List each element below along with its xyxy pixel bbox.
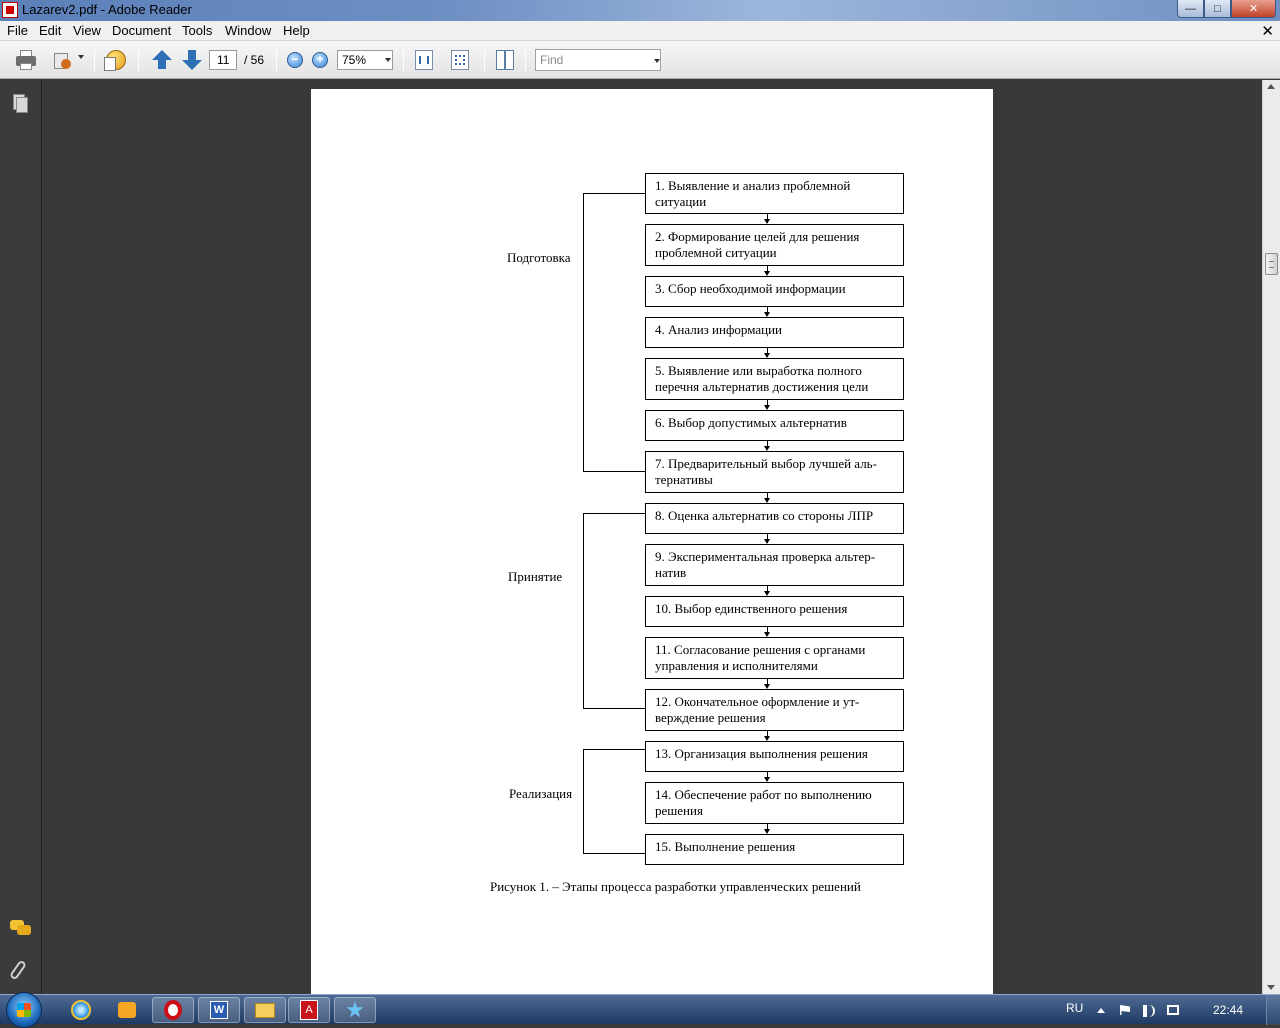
scroll-up-icon[interactable] <box>1267 84 1275 89</box>
process-step: 11. Согласование решения с органами управления и исполнителями <box>645 637 904 679</box>
zoom-out-icon[interactable]: − <box>287 52 303 68</box>
process-step: 7. Предварительный выбор лучшей аль-тернативы <box>645 451 904 493</box>
taskbar-app[interactable] <box>334 997 376 1023</box>
process-step: 12. Окончательное оформление и ут-верждение решения <box>645 689 904 731</box>
comments-icon[interactable] <box>10 918 30 940</box>
word-icon: W <box>210 1001 228 1019</box>
toolbar-separator <box>525 49 526 71</box>
opera-icon <box>164 1000 182 1020</box>
adobe-reader-icon <box>2 2 18 18</box>
taskbar-adobe-reader[interactable] <box>288 997 330 1023</box>
process-step: 4. Анализ информации <box>645 317 904 348</box>
close-document-button[interactable]: ✕ <box>1261 23 1274 40</box>
phase-label: Принятие <box>508 569 563 584</box>
action-center-flag-icon[interactable] <box>1120 1005 1130 1015</box>
process-step: 3. Сбор необходимой информации <box>645 276 904 307</box>
toolbar-separator <box>138 49 139 71</box>
menu-document[interactable]: Document <box>112 23 172 38</box>
toolbar-separator <box>484 49 485 71</box>
taskbar-explorer[interactable] <box>244 997 286 1023</box>
page-total: / 56 <box>244 53 265 67</box>
toolbar-separator <box>403 49 404 71</box>
process-step: 9. Экспериментальная проверка альтер-натив <box>645 544 904 586</box>
start-button[interactable] <box>6 992 42 1028</box>
folder-icon <box>255 1003 275 1018</box>
process-step: 2. Формирование целей для решения проблемной ситуации <box>645 224 904 266</box>
taskbar-opera[interactable] <box>152 997 194 1023</box>
page-number-input[interactable]: 11 <box>209 50 237 70</box>
process-step: 15. Выполнение решения <box>645 834 904 865</box>
phase-label: Реализация <box>509 786 573 801</box>
internet-explorer-icon <box>71 1000 91 1020</box>
taskbar-media-player[interactable] <box>106 997 148 1023</box>
process-step: 10. Выбор единственного решения <box>645 596 904 627</box>
toolbar-separator <box>276 49 277 71</box>
clock[interactable]: 22:44 <box>1213 1003 1244 1017</box>
attachments-icon[interactable] <box>10 960 30 982</box>
phase-bracket-adoption <box>583 513 645 709</box>
document-area[interactable] <box>42 80 1262 994</box>
phase-bracket-implementation <box>583 749 645 854</box>
collaborate-icon[interactable] <box>52 49 74 71</box>
zoom-in-icon[interactable]: + <box>312 52 328 68</box>
windows-logo-icon <box>17 1003 31 1017</box>
pages-panel-icon[interactable] <box>10 94 30 116</box>
zoom-select[interactable] <box>337 50 393 70</box>
scroll-down-icon[interactable] <box>1267 985 1275 990</box>
show-desktop-button[interactable] <box>1266 995 1280 1025</box>
chevron-down-icon <box>385 58 391 62</box>
close-button[interactable]: ✕ <box>1231 0 1276 18</box>
network-icon[interactable] <box>1167 1005 1179 1015</box>
menu-bar <box>0 21 1280 41</box>
minimize-button[interactable]: — <box>1177 0 1204 18</box>
menu-window[interactable]: Window <box>225 23 272 38</box>
menu-help[interactable]: Help <box>283 23 310 38</box>
figure-caption: Рисунок 1. – Этапы процесса разработки управленческих решений <box>490 879 861 894</box>
process-step: 8. Оценка альтернатив со стороны ЛПР <box>645 503 904 534</box>
toolbar-separator <box>94 49 95 71</box>
collaborate-dropdown-icon[interactable] <box>78 55 84 59</box>
window-title: Lazarev2.pdf - Adobe Reader <box>22 2 192 17</box>
taskbar-ie[interactable] <box>60 997 102 1023</box>
process-step: 13. Организация выполнения решения <box>645 741 904 772</box>
taskbar <box>0 994 1280 1024</box>
process-step: 14. Обеспечение работ по выполнению решения <box>645 782 904 824</box>
share-globe-icon[interactable] <box>104 49 128 71</box>
vertical-scrollbar[interactable] <box>1262 80 1280 994</box>
menu-view[interactable]: View <box>73 23 101 38</box>
pdf-page <box>311 89 993 994</box>
print-icon[interactable] <box>15 49 37 71</box>
previous-page-icon[interactable] <box>151 49 173 71</box>
fit-width-icon[interactable] <box>415 50 433 70</box>
process-step: 5. Выявление или выработка полного перечня альтернатив достижения цели <box>645 358 904 400</box>
media-player-icon <box>118 1002 136 1018</box>
volume-icon[interactable] <box>1143 1005 1155 1017</box>
process-step: 6. Выбор допустимых альтернатив <box>645 410 904 441</box>
show-hidden-icons-icon[interactable] <box>1097 1008 1105 1013</box>
window-controls <box>1177 0 1276 18</box>
navigation-pane <box>0 80 42 994</box>
taskbar-word[interactable] <box>198 997 240 1023</box>
read-mode-icon[interactable] <box>496 50 514 70</box>
star-app-icon <box>346 1001 364 1019</box>
process-step: 1. Выявление и анализ проблемной ситуации <box>645 173 904 214</box>
next-page-icon[interactable] <box>181 49 203 71</box>
fit-page-icon[interactable] <box>451 50 469 70</box>
menu-tools[interactable]: Tools <box>182 23 213 38</box>
maximize-button[interactable]: □ <box>1204 0 1231 18</box>
zoom-value: 75% <box>342 53 367 67</box>
find-placeholder: Find <box>540 53 564 67</box>
title-bar <box>0 0 1280 21</box>
phase-label: Подготовка <box>507 250 571 265</box>
chevron-down-icon[interactable] <box>654 59 660 63</box>
language-indicator[interactable]: RU <box>1066 1001 1084 1015</box>
scrollbar-thumb[interactable] <box>1265 253 1278 275</box>
menu-file[interactable]: File <box>7 23 28 38</box>
menu-edit[interactable]: Edit <box>39 23 62 38</box>
find-input[interactable] <box>535 49 661 71</box>
phase-bracket-preparation <box>583 193 645 472</box>
adobe-reader-icon: A <box>300 1000 318 1020</box>
